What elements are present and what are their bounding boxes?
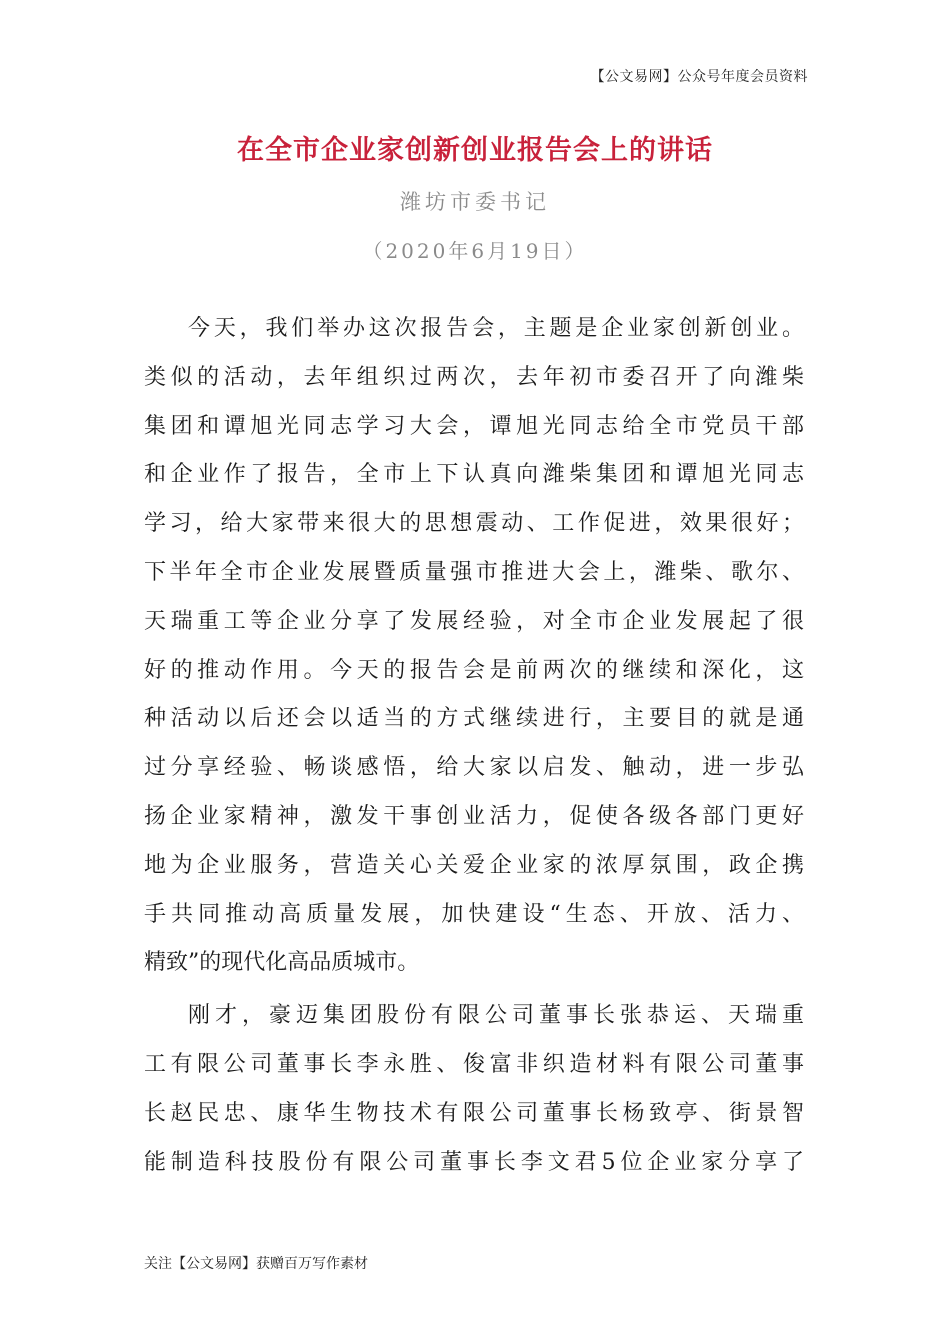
- paragraph-line: 地为企业服务，营造关心关爱企业家的浓厚氛围，政企携: [144, 852, 804, 878]
- paragraph-line: 好的推动作用。今天的报告会是前两次的继续和深化，这: [144, 657, 804, 683]
- paragraph-line: 学习，给大家带来很大的思想震动、工作促进，效果很好；: [144, 511, 804, 537]
- footer-note: 关注【公文易网】获赠百万写作素材: [144, 1256, 368, 1272]
- paragraph-line: 集团和谭旭光同志学习大会，谭旭光同志给全市党员干部: [144, 413, 804, 439]
- paragraph-line: 种活动以后还会以适当的方式继续进行，主要目的就是通: [144, 706, 804, 732]
- paragraph-line: 今天，我们举办这次报告会，主题是企业家创新创业。: [188, 316, 804, 341]
- paragraph-line: 长赵民忠、康华生物技术有限公司董事长杨致亭、街景智: [144, 1100, 804, 1126]
- paragraph-2: [144, 992, 804, 1187]
- paragraph-line: 手共同推动高质量发展，加快建设“生态、开放、活力、: [144, 901, 804, 927]
- paragraph-line: 天瑞重工等企业分享了发展经验，对全市企业发展起了很: [144, 608, 804, 634]
- document-author: 潍坊市委书记: [400, 190, 550, 214]
- paragraph-line: 能制造科技股份有限公司董事长李文君5位企业家分享了: [144, 1149, 804, 1175]
- paragraph-line: 类似的活动，去年组织过两次，去年初市委召开了向潍柴: [144, 364, 804, 390]
- paragraph-1: [144, 305, 804, 988]
- paragraph-line: 过分享经验、畅谈感悟，给大家以启发、触动，进一步弘: [144, 755, 804, 781]
- paragraph-line: 精致”的现代化高品质城市。: [144, 950, 420, 976]
- paragraph-line: 下半年全市企业发展暨质量强市推进大会上，潍柴、歌尔、: [144, 559, 804, 585]
- header-note: 【公文易网】公众号年度会员资料: [590, 69, 808, 85]
- document-body: [144, 305, 804, 1187]
- paragraph-line: 刚才，豪迈集团股份有限公司董事长张恭运、天瑞重: [188, 1003, 804, 1029]
- paragraph-line: 和企业作了报告，全市上下认真向潍柴集团和谭旭光同志: [144, 462, 804, 488]
- paragraph-line: 工有限公司董事长李永胜、俊富非织造材料有限公司董事: [144, 1051, 804, 1077]
- document-title: 在全市企业家创新创业报告会上的讲话: [237, 135, 713, 166]
- paragraph-line: 扬企业家精神，激发干事创业活力，促使各级各部门更好: [144, 803, 804, 829]
- document-date: （2020年6月19日）: [362, 239, 588, 263]
